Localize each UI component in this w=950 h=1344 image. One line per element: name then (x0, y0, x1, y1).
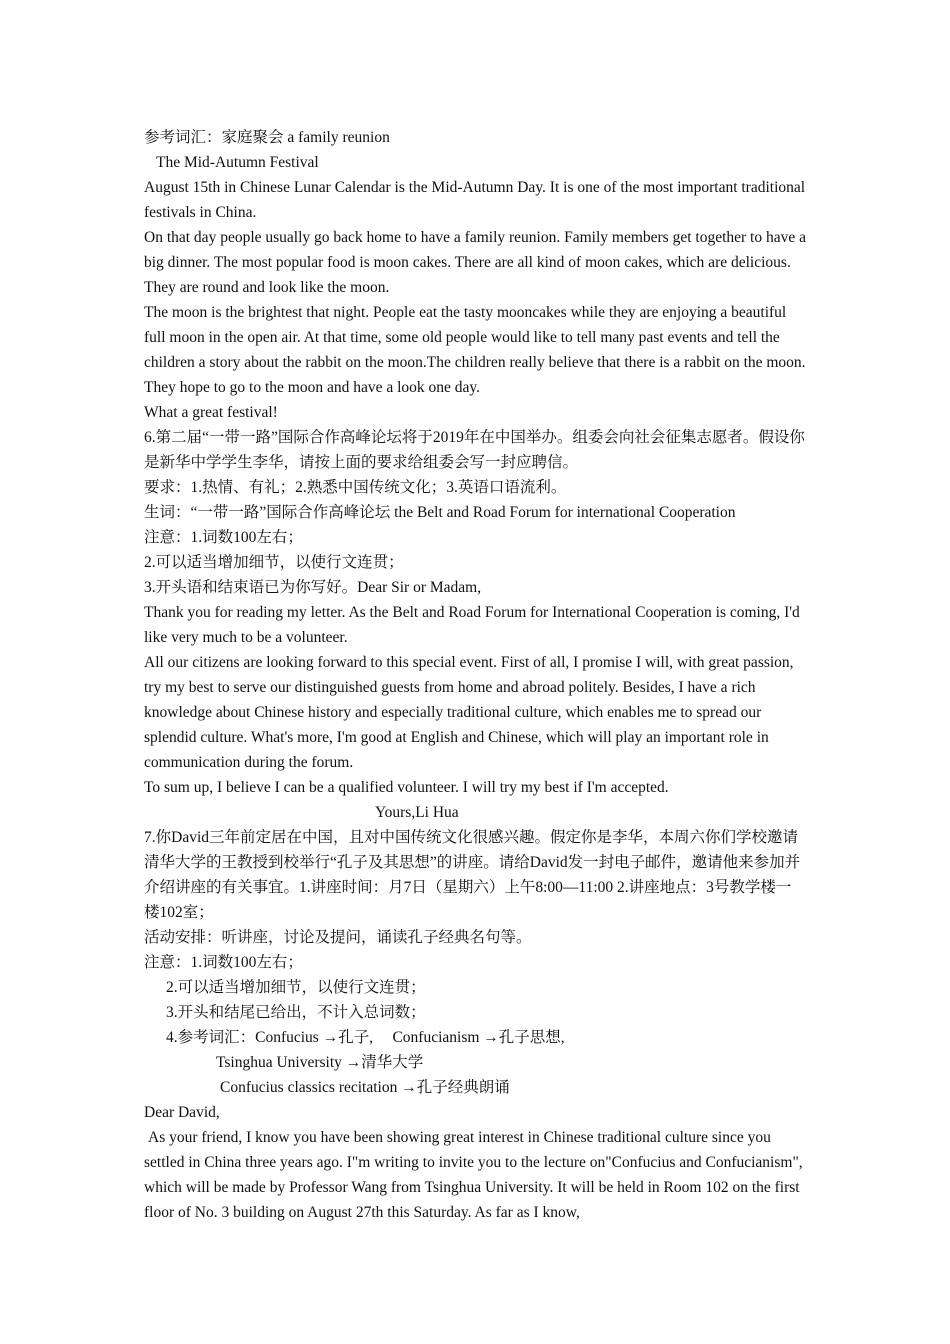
letter-2-greeting: Dear David, (144, 1104, 220, 1121)
question-6-note-1: 注意：1.词数100左右； (144, 529, 303, 546)
letter-2-paragraph-1: As your friend, I know you have been showing great interest in Chinese traditional culture since you settled in China three years ago. I"m writing to invite you to the lecture on"Confucius and Confucianism", which will be made by Professor Wang from Tsinghua University. It will be held in Room 102 on the first floor of No. 3 building on August 27th this Saturday. As far as I know, (144, 1129, 803, 1221)
document-page (144, 125, 806, 1225)
question-7-note-1: 注意：1.词数100左右； (144, 954, 303, 971)
question-7-note-3: 3.开头和结尾已给出，不计入总词数； (166, 1004, 426, 1021)
question-7-note-2: 2.可以适当增加细节，以使行文连贯； (166, 979, 426, 996)
question-6-vocab: 生词：“一带一路”国际合作高峰论坛 the Belt and Road Forum for international Cooperation (144, 504, 736, 521)
essay-paragraph-3: The moon is the brightest that night. People eat the tasty mooncakes while they are enjoying a beautiful full moon in the open air. At that time, some old people would like to tell many past events and tell the children a story about the rabbit on the moon.The children really believe that there is a rabbit on the moon. They hope to go to the moon and have a look one day. (144, 304, 806, 396)
question-7-vocab-tsinghua: Tsinghua University →清华大学 (216, 1054, 424, 1071)
essay-title: The Mid-Autumn Festival (156, 154, 319, 171)
question-6-prompt: 6.第二届“一带一路”国际合作高峰论坛将于2019年在中国举办。组委会向社会征集志愿者。假设你是新华中学学生李华，请按上面的要求给组委会写一封应聘信。 (144, 429, 805, 471)
vocab-note: 参考词汇：家庭聚会 a family reunion (144, 129, 390, 146)
question-7-prompt: 7.你David三年前定居在中国，且对中国传统文化很感兴趣。假定你是李华，本周六你们学校邀请清华大学的王教授到校举行“孔子及其思想”的讲座。请给David发一封电子邮件，邀请他来参加并介绍讲座的有关事宜。1.讲座时间：月7日（星期六）上午8:00—11:00 2.讲座地点：3号教学楼一楼102室； (144, 829, 801, 921)
essay-paragraph-1: August 15th in Chinese Lunar Calendar is the Mid-Autumn Day. It is one of the most important traditional festivals in China. (144, 179, 806, 221)
letter-1-signature: Yours,Li Hua (375, 804, 459, 821)
letter-1-paragraph-1: Thank you for reading my letter. As the Belt and Road Forum for International Cooperation is coming, I'd like very much to be a volunteer. (144, 604, 800, 646)
letter-1-paragraph-2: All our citizens are looking forward to this special event. First of all, I promise I will, with great passion, try my best to serve our distinguished guests from home and abroad politely. Besides, I have a rich knowledge about Chinese history and especially traditional culture, which enables me to spread our splendid culture. What's more, I'm good at English and Chinese, which will play an important role in communication during the forum. (144, 654, 794, 771)
letter-1-paragraph-3: To sum up, I believe I can be a qualified volunteer. I will try my best if I'm accepted. (144, 779, 669, 796)
question-6-note-2: 2.可以适当增加细节，以使行文连贯； (144, 554, 404, 571)
question-7-vocab-recitation: Confucius classics recitation →孔子经典朗诵 (220, 1079, 510, 1096)
question-7-note-4: 4.参考词汇：Confucius →孔子, Confucianism →孔子思想, (166, 1029, 565, 1046)
question-6-requirements: 要求：1.热情、有礼；2.熟悉中国传统文化；3.英语口语流利。 (144, 479, 567, 496)
essay-paragraph-4: What a great festival! (144, 404, 278, 421)
question-7-activities: 活动安排：听讲座，讨论及提问，诵读孔子经典名句等。 (144, 929, 532, 946)
question-6-note-3: 3.开头语和结束语已为你写好。Dear Sir or Madam, (144, 579, 482, 596)
essay-paragraph-2: On that day people usually go back home to have a family reunion. Family members get together to have a big dinner. The most popular food is moon cakes. There are all kind of moon cakes, which are delicious. They are round and look like the moon. (144, 229, 807, 296)
